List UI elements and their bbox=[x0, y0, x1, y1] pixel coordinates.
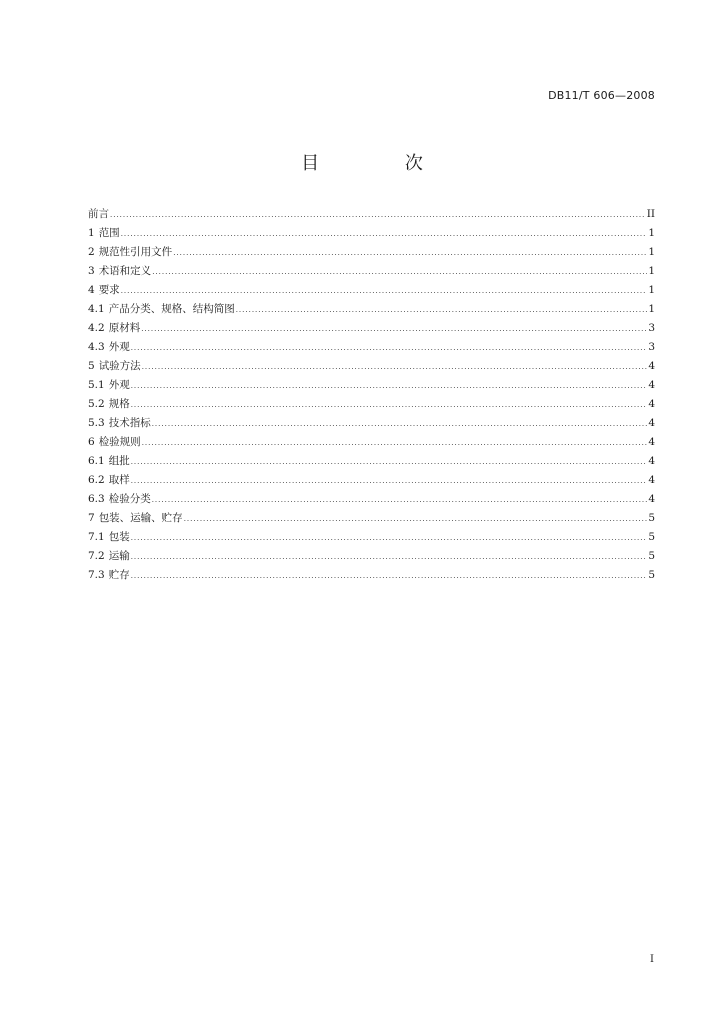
toc-entry-page: 5 bbox=[648, 569, 655, 581]
toc-entry[interactable] bbox=[88, 566, 655, 585]
toc-entry[interactable] bbox=[88, 262, 655, 281]
toc-leader-dots bbox=[110, 206, 646, 225]
toc-entry-title: 包装 bbox=[108, 531, 130, 543]
toc-entry-number: 2 bbox=[88, 246, 95, 258]
toc-leader-dots bbox=[131, 529, 648, 548]
toc-entry-page: 1 bbox=[648, 246, 655, 258]
toc-entry-page: 4 bbox=[648, 455, 655, 467]
toc-entry[interactable] bbox=[88, 395, 655, 414]
toc-entry-label bbox=[88, 395, 130, 414]
toc-entry[interactable] bbox=[88, 319, 655, 338]
toc-entry-number: 7.1 bbox=[88, 531, 105, 543]
toc-entry-title: 贮存 bbox=[108, 569, 130, 581]
toc-entry-title: 前言 bbox=[88, 208, 109, 220]
toc-entry-number: 4.1 bbox=[88, 303, 105, 315]
toc-entry-page: 4 bbox=[648, 474, 655, 486]
toc-entry-number: 4 bbox=[88, 284, 95, 296]
toc-entry-label bbox=[88, 300, 235, 319]
toc-entry[interactable] bbox=[88, 471, 655, 490]
toc-entry-number: 4.3 bbox=[88, 341, 105, 353]
toc-entry-number: 1 bbox=[88, 227, 95, 239]
toc-entry-label bbox=[88, 281, 120, 300]
toc-leader-dots bbox=[236, 301, 648, 320]
toc-entry-number: 7.3 bbox=[88, 569, 105, 581]
toc-entry-page: 4 bbox=[648, 379, 655, 391]
toc-entry-number: 6.2 bbox=[88, 474, 105, 486]
toc-leader-dots bbox=[121, 282, 648, 301]
document-code: DB11/T 606—2008 bbox=[548, 89, 655, 102]
toc-entry-label bbox=[88, 205, 109, 224]
toc-entry[interactable] bbox=[88, 243, 655, 262]
toc-entry-label bbox=[88, 566, 130, 585]
toc-entry-title: 试验方法 bbox=[98, 360, 141, 372]
toc-entry-number: 5.1 bbox=[88, 379, 105, 391]
toc-leader-dots bbox=[142, 434, 648, 453]
toc-entry-label bbox=[88, 243, 172, 262]
toc-entry-number: 6.1 bbox=[88, 455, 105, 467]
toc-entry-title: 检验规则 bbox=[98, 436, 141, 448]
toc-entry[interactable] bbox=[88, 357, 655, 376]
toc-leader-dots bbox=[131, 453, 648, 472]
toc-entry-title: 技术指标 bbox=[108, 417, 151, 429]
toc-entry-title: 检验分类 bbox=[108, 493, 151, 505]
toc-entry-page: 1 bbox=[648, 303, 655, 315]
toc-entry-label bbox=[88, 224, 120, 243]
toc-entry-label bbox=[88, 376, 130, 395]
toc-leader-dots bbox=[142, 358, 648, 377]
toc-entry-page: II bbox=[646, 208, 655, 220]
toc-leader-dots bbox=[173, 244, 647, 263]
toc-entry-page: 1 bbox=[648, 265, 655, 277]
toc-entry-page: 3 bbox=[648, 322, 655, 334]
toc-entry-label bbox=[88, 490, 151, 509]
toc-entry-page: 5 bbox=[648, 512, 655, 524]
toc-entry-label bbox=[88, 414, 151, 433]
toc-entry-label bbox=[88, 357, 141, 376]
toc-entry[interactable] bbox=[88, 205, 655, 224]
toc-entry-number: 5.3 bbox=[88, 417, 105, 429]
toc-entry[interactable] bbox=[88, 300, 655, 319]
toc-entry-number: 6 bbox=[88, 436, 95, 448]
toc-entry-page: 4 bbox=[648, 417, 655, 429]
toc-leader-dots bbox=[131, 548, 648, 567]
toc-list bbox=[88, 205, 655, 585]
toc-entry-page: 1 bbox=[648, 227, 655, 239]
toc-entry-label bbox=[88, 547, 130, 566]
toc-entry-number: 7 bbox=[88, 512, 95, 524]
toc-entry[interactable] bbox=[88, 547, 655, 566]
toc-leader-dots bbox=[152, 263, 647, 282]
toc-leader-dots bbox=[131, 396, 648, 415]
toc-entry[interactable] bbox=[88, 433, 655, 452]
toc-entry[interactable] bbox=[88, 414, 655, 433]
toc-entry-label bbox=[88, 262, 151, 281]
toc-leader-dots bbox=[141, 320, 647, 339]
toc-entry[interactable] bbox=[88, 376, 655, 395]
toc-entry-title: 组批 bbox=[108, 455, 130, 467]
toc-entry-title: 范围 bbox=[98, 227, 120, 239]
toc-entry-title: 外观 bbox=[108, 379, 130, 391]
toc-leader-dots bbox=[121, 225, 648, 244]
toc-entry-title: 规范性引用文件 bbox=[98, 246, 173, 258]
toc-leader-dots bbox=[184, 510, 648, 529]
toc-entry-number: 5 bbox=[88, 360, 95, 372]
toc-entry-number: 3 bbox=[88, 265, 95, 277]
toc-entry[interactable] bbox=[88, 528, 655, 547]
toc-entry-page: 4 bbox=[648, 436, 655, 448]
toc-entry-page: 1 bbox=[648, 284, 655, 296]
toc-entry-number: 4.2 bbox=[88, 322, 105, 334]
page-number: I bbox=[650, 954, 654, 965]
toc-entry[interactable] bbox=[88, 224, 655, 243]
toc-entry-page: 4 bbox=[648, 493, 655, 505]
toc-entry-title: 外观 bbox=[108, 341, 130, 353]
toc-leader-dots bbox=[131, 472, 648, 491]
toc-entry[interactable] bbox=[88, 281, 655, 300]
toc-entry-title: 要求 bbox=[98, 284, 120, 296]
toc-entry-label bbox=[88, 528, 130, 547]
toc-title: 目 次 bbox=[301, 153, 463, 174]
toc-leader-dots bbox=[131, 339, 648, 358]
toc-entry-label bbox=[88, 471, 130, 490]
toc-entry-title: 产品分类、规格、结构简图 bbox=[108, 303, 235, 315]
toc-leader-dots bbox=[131, 567, 648, 586]
toc-entry-page: 5 bbox=[648, 531, 655, 543]
toc-entry-label bbox=[88, 509, 183, 528]
toc-entry[interactable] bbox=[88, 452, 655, 471]
toc-entry-label bbox=[88, 338, 130, 357]
toc-entry-label bbox=[88, 433, 141, 452]
toc-entry-title: 运输 bbox=[108, 550, 130, 562]
toc-entry-title: 规格 bbox=[108, 398, 130, 410]
toc-entry-number: 7.2 bbox=[88, 550, 105, 562]
toc-entry[interactable] bbox=[88, 338, 655, 357]
toc-entry[interactable] bbox=[88, 490, 655, 509]
toc-entry-title: 原材料 bbox=[108, 322, 141, 334]
toc-entry-page: 4 bbox=[648, 398, 655, 410]
toc-leader-dots bbox=[131, 377, 648, 396]
toc-entry-page: 4 bbox=[648, 360, 655, 372]
toc-entry-number: 6.3 bbox=[88, 493, 105, 505]
toc-entry-title: 包装、运输、贮存 bbox=[98, 512, 183, 524]
toc-leader-dots bbox=[152, 415, 648, 434]
toc-entry-title: 取样 bbox=[108, 474, 130, 486]
toc-leader-dots bbox=[152, 491, 648, 510]
toc-entry-page: 3 bbox=[648, 341, 655, 353]
toc-entry[interactable] bbox=[88, 509, 655, 528]
toc-entry-number: 5.2 bbox=[88, 398, 105, 410]
toc-entry-label bbox=[88, 319, 140, 338]
toc-entry-page: 5 bbox=[648, 550, 655, 562]
toc-entry-label bbox=[88, 452, 130, 471]
toc-entry-title: 术语和定义 bbox=[98, 265, 152, 277]
